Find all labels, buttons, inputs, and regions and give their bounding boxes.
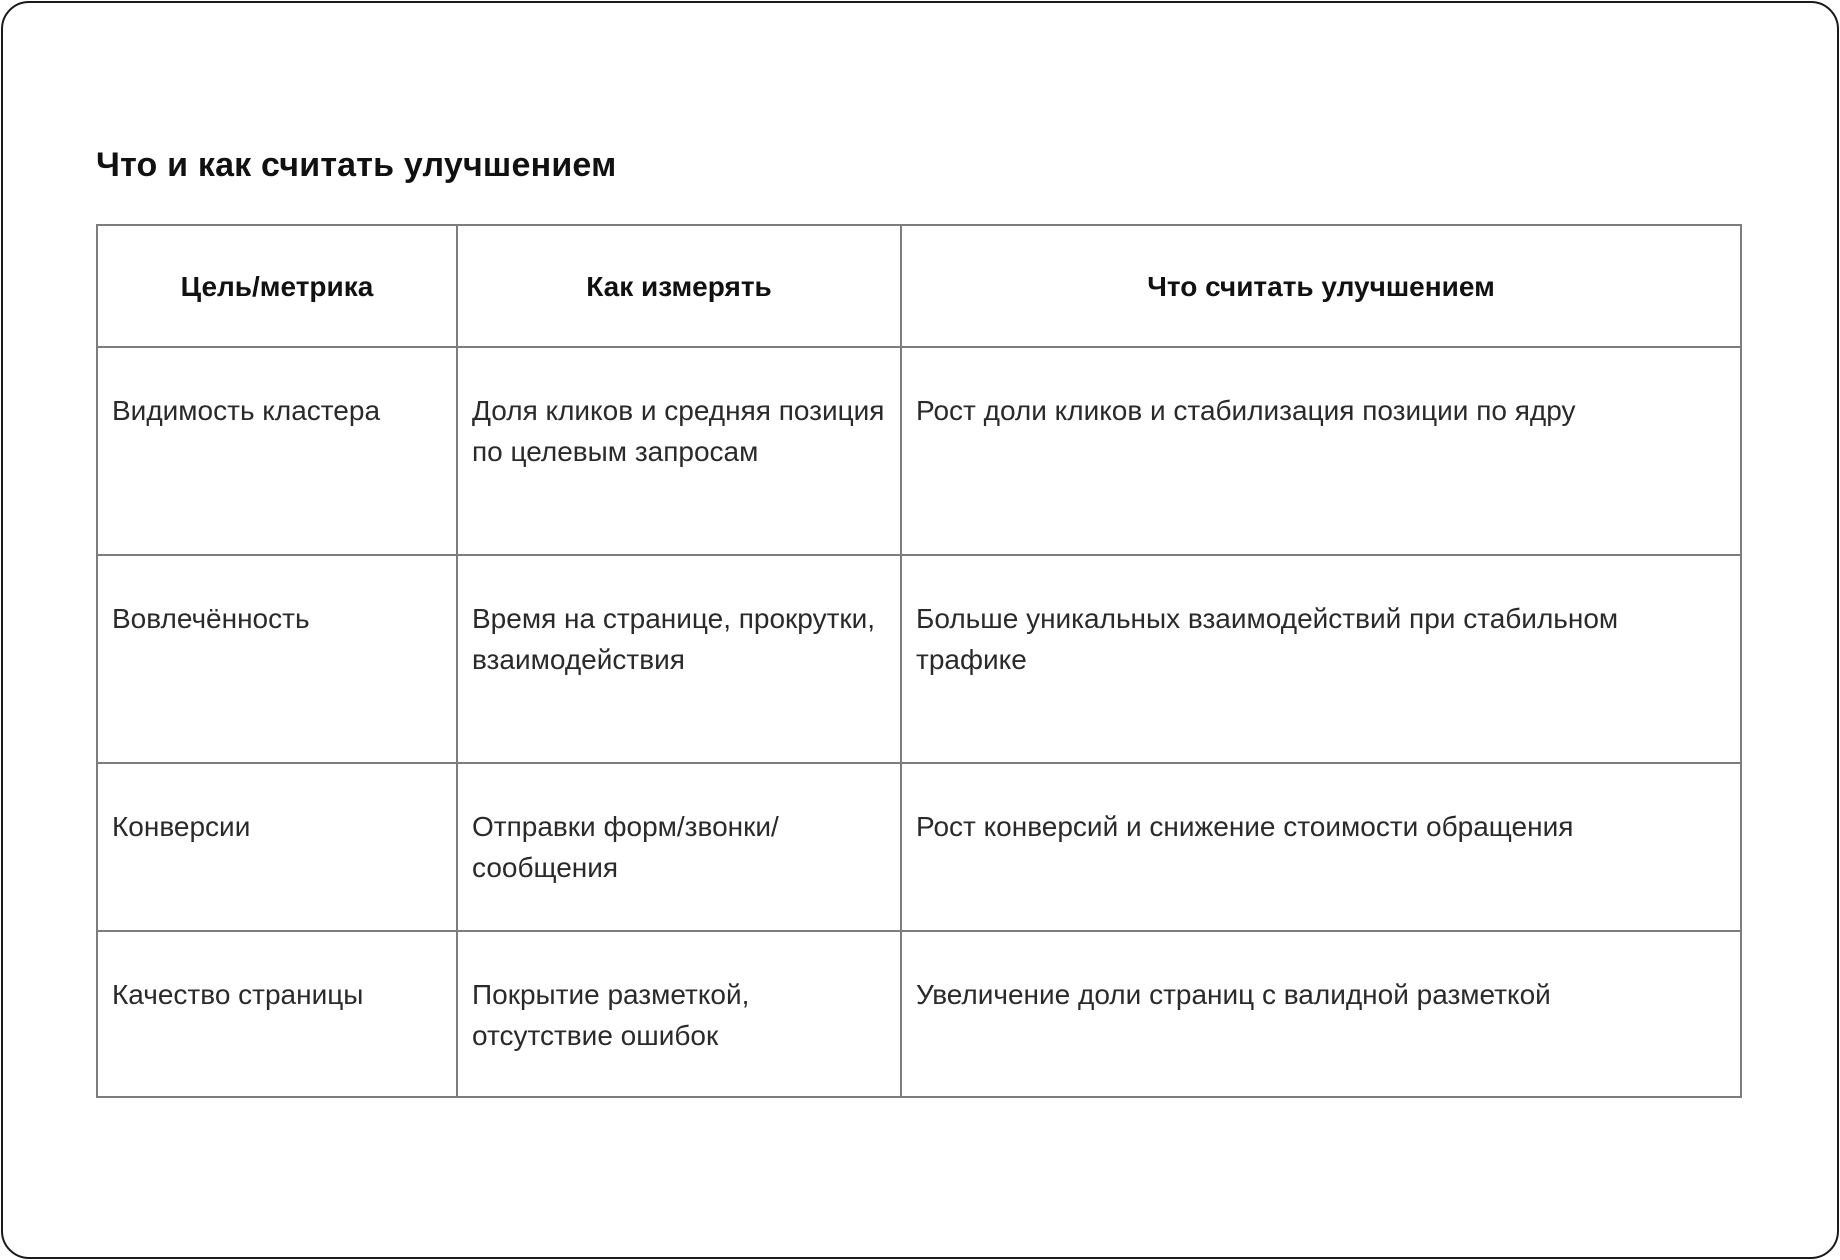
table-row [97,347,1741,555]
cell-metric: Видимость кластера [97,347,457,555]
cell-measure: Отправки форм/звонки/сообщения [457,763,901,931]
metrics-table [96,224,1742,1098]
header-improvement: Что считать улучшением [901,225,1741,347]
table-row [97,555,1741,763]
cell-metric: Качество страницы [97,931,457,1097]
cell-improvement: Больше уникальных взаимодействий при стабильном трафике [901,555,1741,763]
table-row [97,763,1741,931]
page-title: Что и как считать улучшением [96,146,617,184]
header-measure: Как измерять [457,225,901,347]
cell-improvement: Увеличение доли страниц с валидной разметкой [901,931,1741,1097]
table-header-row [97,225,1741,347]
cell-measure: Доля кликов и средняя позиция по целевым запросам [457,347,901,555]
cell-improvement: Рост доли кликов и стабилизация позиции по ядру [901,347,1741,555]
cell-improvement: Рост конверсий и снижение стоимости обращения [901,763,1741,931]
cell-measure: Время на странице, прокрутки, взаимодействия [457,555,901,763]
header-metric: Цель/метрика [97,225,457,347]
cell-measure: Покрытие разметкой, отсутствие ошибок [457,931,901,1097]
cell-metric: Конверсии [97,763,457,931]
cell-metric: Вовлечённость [97,555,457,763]
table-row [97,931,1741,1097]
